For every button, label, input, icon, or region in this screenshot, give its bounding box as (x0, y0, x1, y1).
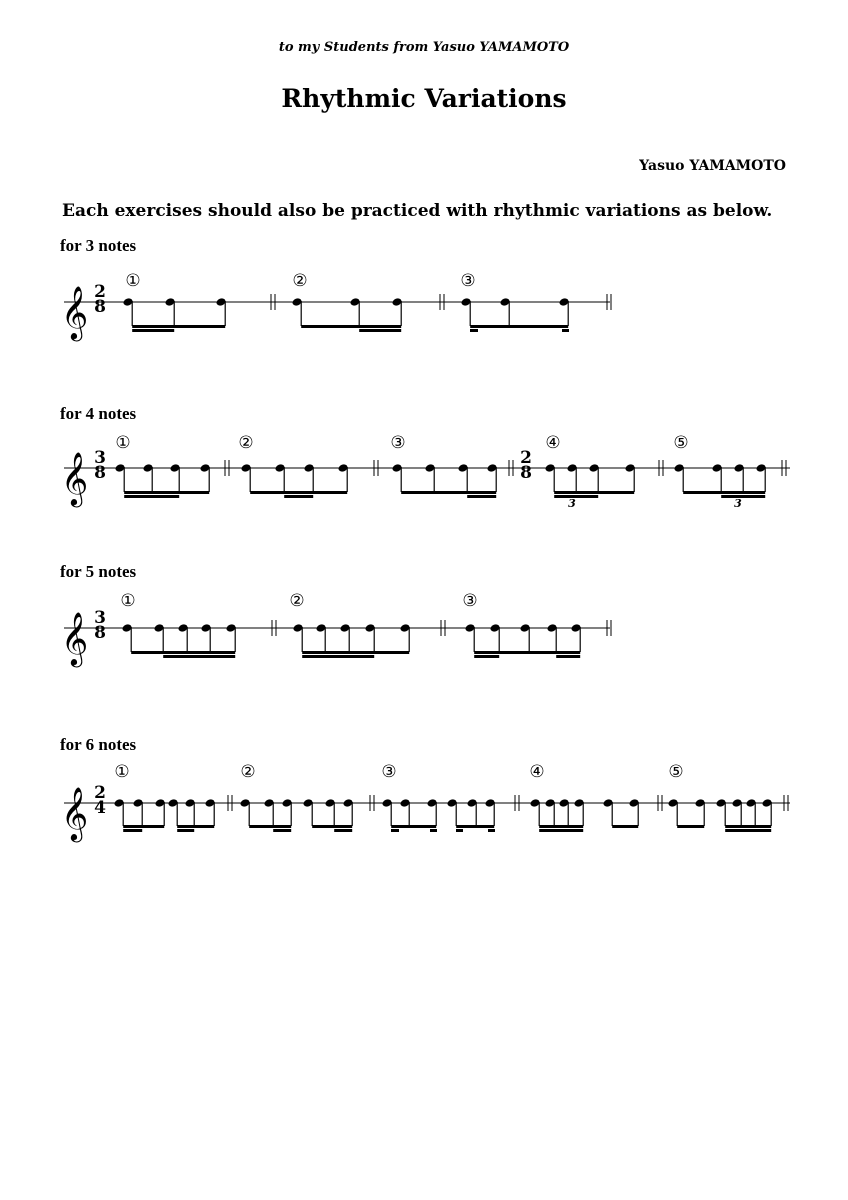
variation-number-1: ① (125, 271, 141, 291)
section-label-6-notes: for 6 notes (60, 735, 137, 754)
beam (132, 325, 225, 328)
instruction-text: Each exercises should also be practiced with rhythmic variations as below. (62, 201, 773, 221)
time-signature-2-numerator: 2 (520, 448, 532, 468)
section-label-3-notes: for 3 notes (60, 236, 137, 255)
beam (539, 825, 583, 828)
beam (177, 829, 194, 832)
beam (539, 829, 583, 832)
variation-number-1: ① (114, 762, 130, 782)
beam (359, 329, 401, 332)
beam (474, 655, 499, 658)
beam (302, 651, 409, 654)
variation-number-2: ② (238, 433, 254, 453)
variation-number-1: ① (115, 433, 131, 453)
time-signature-numerator: 3 (94, 608, 106, 628)
page-title: Rhythmic Variations (281, 84, 567, 113)
beam (131, 651, 235, 654)
beam (249, 825, 291, 828)
beam (725, 829, 771, 832)
beam (470, 329, 478, 332)
composer-name: Yasuo YAMAMOTO (639, 158, 786, 174)
tuplet-number: 3 (568, 497, 576, 510)
beam (721, 495, 765, 498)
variation-number-5: ⑤ (668, 762, 684, 782)
beam (391, 825, 436, 828)
beam (554, 491, 634, 494)
beam (132, 329, 174, 332)
beam (301, 325, 401, 328)
treble-clef-icon: 𝄞 (61, 611, 89, 665)
time-signature-numerator: 2 (94, 282, 106, 302)
beam (562, 329, 569, 332)
beam (401, 491, 496, 494)
beam (334, 829, 352, 832)
beam (456, 829, 463, 832)
variation-number-4: ④ (529, 762, 545, 782)
beam (312, 825, 352, 828)
variation-number-2: ② (292, 271, 308, 291)
variation-number-2: ② (289, 591, 305, 611)
beam (163, 655, 235, 658)
time-signature-denominator: 4 (94, 798, 106, 818)
beam (470, 325, 568, 328)
variation-number-5: ⑤ (673, 433, 689, 453)
dedication: to my Students from Yasuo YAMAMOTO (278, 40, 570, 55)
treble-clef-icon: 𝄞 (61, 786, 89, 840)
beam (488, 829, 495, 832)
beam (123, 829, 142, 832)
time-signature-denominator: 8 (94, 623, 106, 643)
time-signature-numerator: 3 (94, 448, 106, 468)
treble-clef-icon: 𝄞 (61, 451, 89, 505)
variation-number-4: ④ (545, 433, 561, 453)
section-label-5-notes: for 5 notes (60, 562, 137, 581)
beam (124, 495, 179, 498)
variation-number-3: ③ (460, 271, 476, 291)
beam (177, 825, 214, 828)
beam (725, 825, 771, 828)
beam (556, 655, 580, 658)
beam (612, 825, 638, 828)
variation-number-3: ③ (462, 591, 478, 611)
beam (430, 829, 437, 832)
variation-number-3: ③ (381, 762, 397, 782)
beam (683, 491, 765, 494)
time-signature-numerator: 2 (94, 783, 106, 803)
time-signature-2-denominator: 8 (520, 463, 532, 483)
beam (284, 495, 313, 498)
treble-clef-icon: 𝄞 (61, 285, 89, 339)
variation-number-3: ③ (390, 433, 406, 453)
variation-number-2: ② (240, 762, 256, 782)
beam (124, 491, 209, 494)
beam (302, 655, 374, 658)
beam (250, 491, 347, 494)
beam (123, 825, 164, 828)
time-signature-denominator: 8 (94, 297, 106, 317)
beam (677, 825, 704, 828)
beam (391, 829, 399, 832)
beam (456, 825, 494, 828)
beam (467, 495, 496, 498)
beam (474, 651, 580, 654)
section-label-4-notes: for 4 notes (60, 404, 137, 423)
variation-number-1: ① (120, 591, 136, 611)
time-signature-denominator: 8 (94, 463, 106, 483)
beam (273, 829, 291, 832)
tuplet-number: 3 (734, 497, 742, 510)
beam (554, 495, 598, 498)
